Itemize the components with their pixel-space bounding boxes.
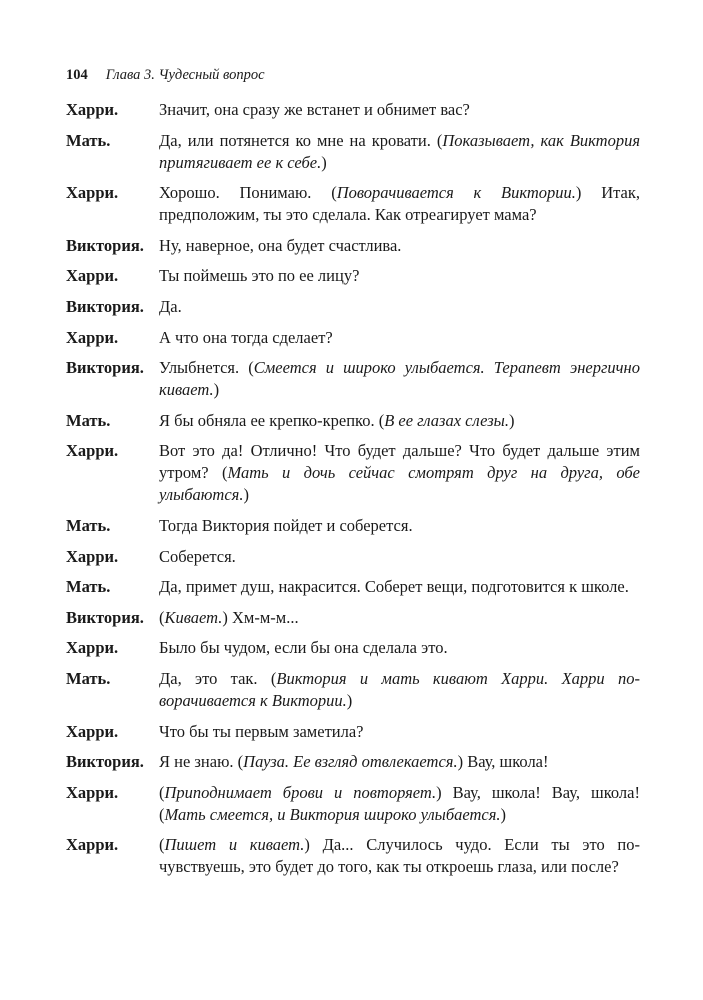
speech-segment: Тогда Виктория пойдет и соберется. — [159, 515, 413, 535]
dialogue-turn — [66, 721, 640, 743]
speech-text — [159, 751, 640, 773]
stage-direction: Мать и дочь сейчас смотрят друг на друга, обе улыбаются. — [159, 463, 640, 505]
dialogue-turn — [66, 440, 640, 506]
speech-segment: ( — [159, 782, 165, 802]
dialogue-turn — [66, 834, 640, 878]
speaker-name: Харри. — [66, 327, 119, 347]
speech-segment: Я не знаю. ( — [159, 752, 244, 772]
speech-segment: ) — [346, 690, 353, 710]
stage-direction: Показывает, как Виктория притягивает ее к себе. — [159, 130, 640, 172]
speech-segment: А что она тогда сделает? — [159, 327, 333, 347]
speech-text — [159, 99, 640, 121]
dialogue-turn — [66, 515, 640, 537]
speech-segment: ) — [243, 485, 249, 505]
speaker-name: Харри. — [66, 183, 119, 203]
dialogue-turn — [66, 327, 640, 349]
stage-direction: Приподнимает брови и повторяет. — [164, 782, 437, 802]
speech-text — [159, 576, 640, 598]
speech-segment: Хорошо. Понимаю. ( — [159, 183, 337, 203]
speech-text — [159, 296, 640, 318]
dialogue-turn — [66, 607, 640, 629]
speech-text — [159, 782, 640, 826]
speaker-name: Мать. — [66, 577, 111, 597]
speaker-name: Харри. — [66, 782, 119, 802]
speech-segment: ) Итак, предположим, ты это сделала. Как отреагирует мама? — [159, 183, 640, 225]
dialogue-turn — [66, 235, 640, 257]
speaker-name: Виктория. — [66, 235, 144, 255]
speech-segment: Улыбнется. ( — [159, 358, 254, 378]
speaker-name: Мать. — [66, 410, 111, 430]
chapter-title: Глава 3. Чудесный вопрос — [105, 67, 265, 83]
running-head — [66, 64, 640, 86]
speaker-name: Харри. — [66, 100, 119, 119]
speech-text — [159, 515, 640, 537]
speaker-name: Харри. — [66, 266, 119, 286]
speech-segment: ) Хм-м-м... — [222, 607, 299, 627]
speech-segment: ) Вау, школа! — [457, 752, 549, 772]
speaker-name: Харри. — [66, 546, 119, 566]
speaker-name: Харри. — [66, 835, 119, 855]
dialogue-turn — [66, 546, 640, 568]
stage-direction: Смеется и широко улыбается. Терапевт энергично кивает. — [159, 358, 640, 400]
speech-text — [159, 607, 640, 629]
speech-segment: Вот это да! Отлично! Что будет дальше? Что будет дальше этим утром? ( — [159, 441, 640, 483]
speech-segment: Соберется. — [159, 546, 236, 566]
stage-direction: Пишет и кивает. — [164, 835, 305, 855]
speech-segment: ) Вау, школа! Вау, школа! ( — [159, 782, 640, 824]
dialogue-turn — [66, 265, 640, 287]
dialogue-turn — [66, 182, 640, 226]
page-number: 104 — [66, 67, 88, 83]
speech-text — [159, 410, 640, 432]
speech-segment: ) — [213, 380, 220, 400]
speech-segment: Да, примет душ, накрасится. Соберет вещи, подготовится к школе. — [159, 577, 629, 597]
speaker-name: Мать. — [66, 668, 111, 688]
speech-text — [159, 130, 640, 174]
speech-text — [159, 668, 640, 712]
speech-segment: ) Да... Случилось чудо. Если ты это почувствуешь, это будет до того, как ты откроешь глаза, или после? — [159, 835, 640, 877]
dialogue-turn — [66, 668, 640, 712]
speech-segment: ) — [508, 410, 515, 430]
speech-text — [159, 721, 640, 743]
stage-direction: Пауза. Ее взгляд отвлекается. — [243, 752, 458, 772]
speech-segment: Что бы ты первым заметила? — [159, 721, 364, 741]
stage-direction: Виктория и мать кивают Харри. Харри поворачивается к Виктории. — [159, 668, 640, 710]
speaker-name: Мать. — [66, 515, 111, 535]
speaker-name: Харри. — [66, 721, 119, 741]
speech-text — [159, 182, 640, 226]
stage-direction: Поворачивается к Виктории. — [336, 183, 576, 203]
speaker-name: Харри. — [66, 638, 119, 658]
speech-segment: Ну, наверное, она будет счастлива. — [159, 235, 402, 255]
speech-segment: Да, или потянется ко мне на кровати. ( — [159, 130, 443, 150]
stage-direction: В ее глазах слезы. — [384, 410, 509, 430]
book-page — [66, 64, 640, 887]
speech-segment: Ты поймешь это по ее лицу? — [159, 266, 360, 286]
speech-segment: Было бы чудом, если бы она сделала это. — [159, 638, 448, 658]
dialogue-turn — [66, 410, 640, 432]
speech-text — [159, 265, 640, 287]
speech-segment: Значит, она сразу же встанет и обнимет вас? — [159, 100, 470, 119]
dialogue-turn — [66, 751, 640, 773]
speech-text — [159, 440, 640, 506]
dialogue-turn — [66, 576, 640, 598]
speaker-name: Виктория. — [66, 358, 144, 378]
speech-segment: Я бы обняла ее крепко-крепко. ( — [159, 410, 385, 430]
speech-text — [159, 546, 640, 568]
speech-text — [159, 327, 640, 349]
speech-text — [159, 637, 640, 659]
dialogue-turn — [66, 357, 640, 401]
dialogue-turn — [66, 130, 640, 174]
dialogue — [66, 99, 640, 878]
stage-direction: Кивает. — [164, 607, 223, 627]
dialogue-turn — [66, 637, 640, 659]
stage-direction: Мать смеется, и Виктория широко улыбается. — [164, 804, 501, 824]
speech-segment: ( — [159, 835, 165, 855]
speaker-name: Виктория. — [66, 296, 144, 316]
dialogue-turn — [66, 99, 640, 121]
speech-text — [159, 357, 640, 401]
dialogue-turn — [66, 782, 640, 826]
speech-segment: Да, это так. ( — [159, 668, 277, 688]
speaker-name: Виктория. — [66, 752, 144, 772]
speech-segment: ( — [159, 607, 165, 627]
speech-segment: ) — [321, 152, 327, 172]
speech-text — [159, 834, 640, 878]
speech-text — [159, 235, 640, 257]
speaker-name: Мать. — [66, 130, 111, 150]
speaker-name: Виктория. — [66, 607, 144, 627]
dialogue-turn — [66, 296, 640, 318]
speech-segment: ) — [500, 804, 507, 824]
speech-segment: Да. — [159, 296, 182, 316]
speaker-name: Харри. — [66, 441, 119, 461]
